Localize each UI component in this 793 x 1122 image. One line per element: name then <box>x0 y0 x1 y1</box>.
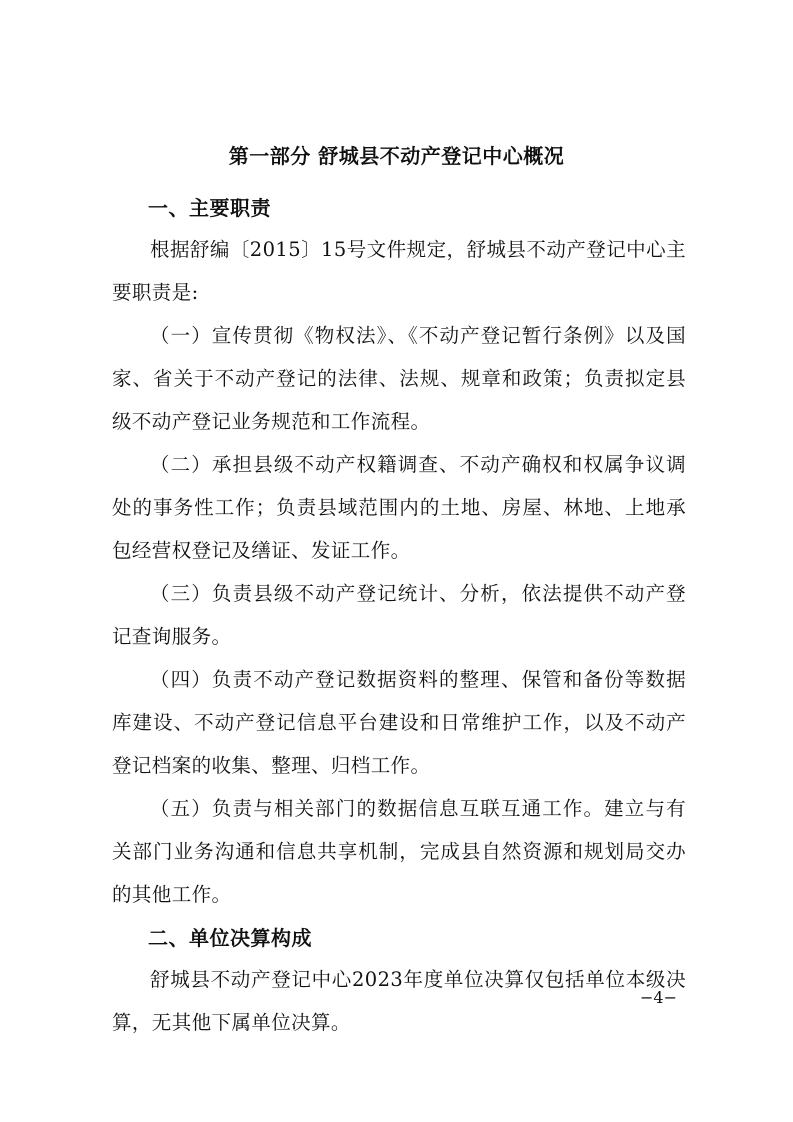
section-heading-budget-composition: 二、单位决算构成 <box>148 926 312 950</box>
page-number: −4− <box>640 988 677 1007</box>
paragraph-duty-1: （一）宣传贯彻《物权法》、《不动产登记暂行条例》以及国家、省关于不动产登记的法律、法规、规章和政策；负责拟定县级不动产登记业务规范和工作流程。 <box>112 324 686 433</box>
page-title: 第一部分 舒城县不动产登记中心概况 <box>228 144 565 168</box>
paragraph-duty-3: （三）负责县级不动产登记统计、分析，依法提供不动产登记查询服务。 <box>112 582 686 648</box>
paragraph-duty-4: （四）负责不动产登记数据资料的整理、保管和备份等数据库建设、不动产登记信息平台建设和日常维护工作，以及不动产登记档案的收集、整理、归档工作。 <box>112 668 686 777</box>
section-heading-main-duties: 一、主要职责 <box>148 196 271 220</box>
paragraph-intro: 根据舒编〔2015〕15号文件规定，舒城县不动产登记中心主要职责是: <box>112 238 686 304</box>
paragraph-budget-composition: 舒城县不动产登记中心2023年度单位决算仅包括单位本级决算，无其他下属单位决算。 <box>112 968 686 1034</box>
paragraph-duty-5: （五）负责与相关部门的数据信息互联互通工作。建立与有关部门业务沟通和信息共享机制，完成县自然资源和规划局交办的其他工作。 <box>112 797 686 906</box>
paragraph-duty-2: （二）承担县级不动产权籍调查、不动产确权和权属争议调处的事务性工作；负责县域范围内的土地、房屋、林地、上地承包经营权登记及缮证、发证工作。 <box>112 453 686 562</box>
